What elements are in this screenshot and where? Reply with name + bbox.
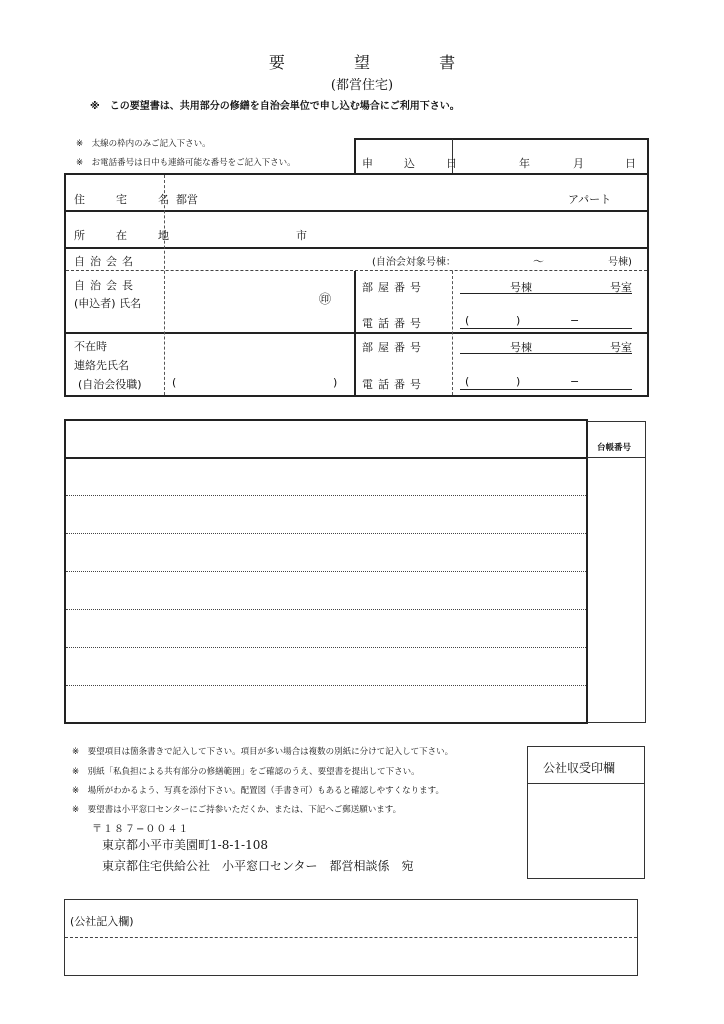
city-field[interactable] bbox=[170, 214, 290, 244]
phone-paren-close: ) bbox=[516, 375, 521, 388]
month-label: 月 bbox=[573, 157, 584, 170]
application-date-field[interactable] bbox=[455, 140, 645, 173]
year-label: 年 bbox=[519, 157, 530, 170]
contact-room-suffix: 号室 bbox=[610, 341, 632, 354]
chairperson-room-suffix: 号室 bbox=[610, 281, 632, 294]
contact-role-field[interactable] bbox=[182, 373, 330, 391]
chairperson-room-field[interactable] bbox=[460, 276, 630, 293]
contact-phone-label: 電話番号 bbox=[362, 378, 426, 391]
footnote-photos: ※ 場所がわかるよう、写真を添付下さい。配置図（手書き可）もあると確認しやすくなります。 bbox=[72, 786, 444, 796]
housing-suffix: アパート bbox=[568, 193, 612, 206]
usage-notice: ※ この要望書は、共用部分の修繕を自治会単位で申し込む場合にご利用下さい。 bbox=[90, 101, 460, 112]
chairperson-phone-label: 電話番号 bbox=[362, 317, 426, 330]
housing-prefix: 都営 bbox=[176, 193, 198, 206]
phone-paren-open: ( bbox=[465, 375, 470, 388]
phone-dash: − bbox=[570, 314, 580, 327]
contact-building-suffix: 号棟 bbox=[510, 341, 532, 354]
tilde: ～ bbox=[533, 255, 544, 268]
city-label: 市 bbox=[296, 229, 307, 242]
target-buildings-label: (自治会対象号棟： bbox=[372, 257, 456, 268]
address-field[interactable] bbox=[315, 214, 645, 244]
receipt-stamp-area[interactable] bbox=[530, 786, 642, 876]
office-use-label: (公社記入欄) bbox=[70, 915, 134, 928]
chairperson-phone-field[interactable] bbox=[460, 310, 630, 328]
address-recipient: 東京都住宅供給公社 小平窓口センター 都営相談係 宛 bbox=[102, 859, 414, 873]
title-char: 書 bbox=[439, 53, 456, 72]
instruction-phone: ※ お電話番号は日中も連絡可能な番号をご記入下さい。 bbox=[76, 158, 296, 168]
contact-name-field[interactable] bbox=[170, 336, 350, 370]
postal-code: 〒１８７−００４１ bbox=[92, 824, 190, 835]
applicant-name-label: (申込者) 氏名 bbox=[74, 297, 142, 310]
title-char: 要 bbox=[268, 53, 285, 72]
contact-name-label: 連絡先氏名 bbox=[74, 359, 129, 372]
chairperson-name-field[interactable] bbox=[170, 274, 310, 329]
instruction-thick-border: ※ 太線の枠内のみご記入下さい。 bbox=[76, 139, 211, 149]
application-date-label: 申 込 日 bbox=[362, 157, 467, 170]
association-name-field[interactable] bbox=[170, 250, 365, 268]
chairperson-building-suffix: 号棟 bbox=[510, 281, 532, 294]
document-title bbox=[0, 50, 724, 73]
request-details-field[interactable] bbox=[68, 460, 582, 720]
address-street: 東京都小平市美園町1-8-1-108 bbox=[102, 838, 268, 852]
contact-room-label: 部屋番号 bbox=[362, 341, 426, 354]
document-subtitle: (都営住宅) bbox=[330, 78, 394, 93]
role-paren-open: ( bbox=[172, 376, 177, 389]
footnote-cost-scope: ※ 別紙「私負担による共有部分の修繕範囲」をご確認のうえ、要望書を提出して下さい。 bbox=[72, 767, 420, 777]
footnote-bullet-points: ※ 要望項目は箇条書きで記入して下さい。項目が多い場合は複数の別紙に分けて記入して下さい。 bbox=[72, 747, 454, 757]
association-role-label: (自治会役職) bbox=[78, 378, 142, 391]
phone-paren-open: ( bbox=[465, 314, 470, 327]
association-name-label: 自治会名 bbox=[74, 255, 138, 268]
ledger-number-label: 台帳番号 bbox=[597, 443, 632, 453]
phone-paren-close: ) bbox=[516, 314, 521, 327]
day-label: 日 bbox=[625, 157, 636, 170]
footnote-submission: ※ 要望書は小平窓口センターにご持参いただくか、または、下記へご郵送願います。 bbox=[72, 805, 402, 815]
chairperson-label: 自治会長 bbox=[74, 279, 138, 292]
contact-phone-field[interactable] bbox=[460, 371, 630, 389]
receipt-stamp-label: 公社収受印欄 bbox=[543, 761, 616, 775]
role-paren-close: ) bbox=[333, 376, 338, 389]
housing-name-label: 住 宅 名 bbox=[74, 193, 179, 206]
target-buildings-suffix: 号棟) bbox=[608, 257, 632, 268]
housing-name-field[interactable] bbox=[210, 177, 560, 207]
seal-icon: ㊞ bbox=[319, 292, 332, 306]
contact-room-field[interactable] bbox=[460, 336, 630, 353]
title-char: 望 bbox=[353, 53, 370, 72]
phone-dash: − bbox=[570, 375, 580, 388]
chairperson-room-label: 部屋番号 bbox=[362, 281, 426, 294]
location-label: 所 在 地 bbox=[74, 229, 179, 242]
office-use-field[interactable] bbox=[68, 940, 633, 972]
absent-label: 不在時 bbox=[74, 340, 107, 353]
request-title-field[interactable] bbox=[68, 422, 582, 454]
